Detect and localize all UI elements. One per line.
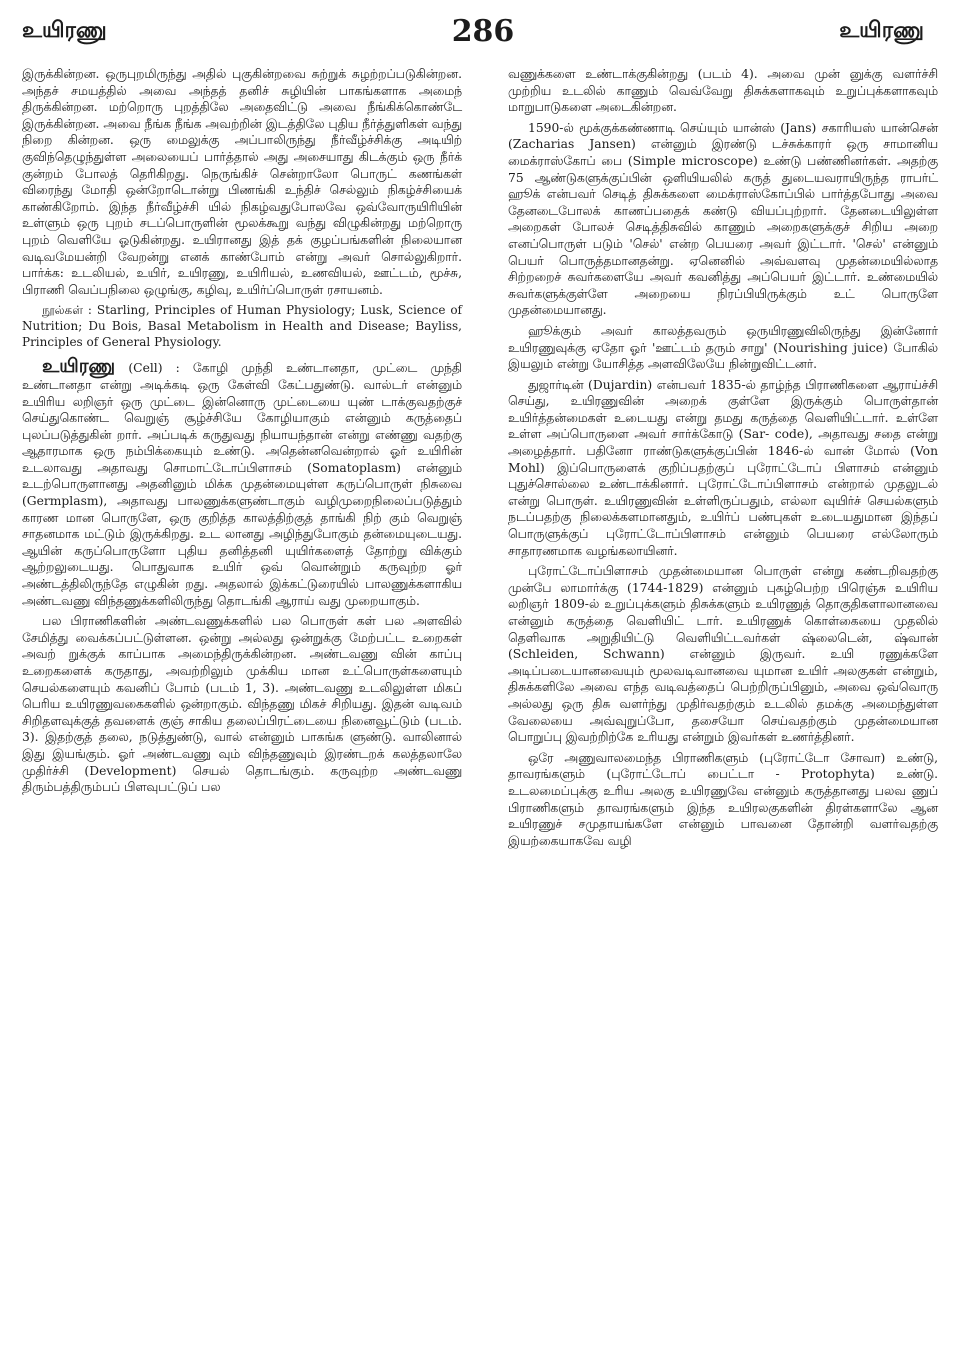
paragraph: ஒரே அணுவாலமைந்த பிராணிகளும் (புரோட்டோ சோவா) உண்டு, தாவரங்களும் (புரோட்டோப் பைட்டா - Protophyta) உண்டு. உடலமைப்புக்கு உரிய அலகு உயிரணுவே என்னும் கருத்தானது பலவ ணுப் பிராணிகளும் தாவரங்களும் இந்த உயிரலகுகளின் திரள்களாலே ஆன உயிரணுச் சமுதாயங்களே என்னும் பாவனை தோன்றி வளர்வதற்கு இயற்கையாகவே வழி — [508, 750, 938, 848]
page-number: 286 — [451, 14, 515, 49]
entry-paragraph — [22, 355, 462, 609]
paragraph: இருக்கின்றன. ஒருபுறமிருந்து அதில் புகுகின்றவை சுற்றுக் சுழற்றப்படுகின்றன. அந்தச் சமயத்தில் அவை அந்தத் தனிச் சுழியின் பாகங்களாக அமைந் திருக்கின்றன. மற்றொரு புறத்திலே அதைவிட்டு அவை நீங்கிக்கொண்டே இருக்கின்றன. அவை நீங்க நீங்க அவற்றின் இடத்திலே புதிய நீர்த்துளிகள் வந்து நிறை கின்றன. ஒரு மைலுக்கு அப்பாலிருந்து நீர்வீழ்ச்சிக்கு அடியிற் குவிந்தெழுந்துள்ள அலையைப் பார்த்தால் அது அசையாது கிடக்கும் ஒரு நீர்க் குன்றம் போலத் தெரிகிறது. நெருங்கிச் சென்றாலோ பொருட் கணங்கள் விரைந்து மோதி ஒன்றோடொன்று பிணங்கி உந்திச் செல்லும் நிகழ்ச்சியைக் காண்கிறோம். இந்த நீர்வீழ்ச்சி யில் நிகழ்வதுபோலவே ஒவ்வோருயிரியின் உள்ளும் ஒரு புறம் சடப்பொருளின் மூலக்கூறு வந்து விழுகின்றது மற்றொரு புறம் வெளியே ஓடுகின்றது. உயிரானது இத் தக் குழப்பங்களின் நிலையான வடிவமேயன்றி வேறன்று எனக் காண்போம் என்று அவர் சொல்லுகிறார். பார்க்க: உடலியல், உயிர், உயிரணு, உயிரியல், உணவியல், ஊட்டம், மூச்சு, பிராணி வெப்பநிலை ஒழுங்கு, கழிவு, உயிர்ப்பொருள் ரசாயனம். — [22, 67, 462, 297]
running-head-left: உயிரணு — [22, 18, 107, 43]
references: நூல்கள் : Starling, Principles of Human Physiology; Lusk, Science of Nutrition; Du Bois, Basal Metabolism in Health and Disease; Bayliss, Principles of General Physiology. — [22, 303, 462, 350]
entry-text: (Cell) : கோழி முந்தி உண்டானதா, முட்டை முந்தி உண்டானதா என்று அடிக்கடி ஒரு கேள்வி கேட்பதுண்டு. வால்டர் என்னும் உயிரிய லறிஞர் ஒரு முட்டை இன்னொரு முட்டையை யுண் டாக்குவதற்குச் செய்துகொண்ட வெறுஞ் சூழ்ச்சியே கோழியாகும் என்னும் கருத்தைப் புலப்படுத்துகின் றார். அப்படிக் கருதுவது நியாயந்தான் என்று எண்ணு வதற்கு ஆதாரமாக ஒரு நம்பிக்கையும் உண்டு. அதென்னவென்றால் ஓர் உயிரின் உடலாவது அதாவது சொமாட்டோப்பிளாசம் (Somatoplasm) என்னும் உடற்பொருளானது அதனினும் மிக்க முதன்மையுள்ள கருப்பொருள் நிசுவை (Germplasm), அதாவது பாலணுக்களுண்டாகும் வழிமுறைநிலைப்படுத்தும் காரண மான பொருளே, ஒரு குறித்த காலத்திற்குத் தாங்கி நிற் கும் வெறுஞ் சாதனமாக மட்டும் இருக்கிறது. உட லானது அழிந்துபோகும் தன்மையுடையது. ஆயின் கருப்பொருளோ புதிய தனித்தனி யுயிர்களைத் தோற்று விக்கும் ஆற்றலுடையது. பொதுவாக உயிர் ஒவ் வொன்றும் கருவுற்ற ஓர் அண்டத்திலிருந்தே எழுகின் றது. அதலால் இக்கட்டுரையில் பாலணுக்களாகிய அண்டவணு விந்தணுக்களிலிருந்து தொடங்கி ஆராய் வது முறையாகும். — [22, 361, 462, 608]
entry-title: உயிரணு — [42, 355, 116, 378]
left-column — [22, 66, 462, 800]
paragraph: புரோட்டோப்பிளாசம் முதன்மையான பொருள் என்று கண்டறிவதற்கு முன்பே லாமார்க்கு (1744-1829) என்னும் புகழ்பெற்ற பிரெஞ்சு உயிரிய லறிஞர் 1809-ல் உறுப்புக்களும் திசுக்களும் உயிரணுத் தொகுதிகளாலானவை என்னும் கருத்தை வெளியிட் டார். உயிரணுக் கொள்கையை முதலில் தெளிவாக அறுதியிட்டு வெளியிட்டவர்கள் ஷ்லைடென், ஷ்வான் (Schleiden, Schwann) என்னும் இருவர். உயி ரணுக்களே அடிப்படையானவையும் மூலவடிவானவை யுமான உயிர் அலகுகள் என்றும், திசுக்களிலே அவை எந்த வடிவத்தைப் பெற்றிருப்பினும், அவை ஒவ்வொரு அல்லது ஒரு திசு வளர்ந்து முதிர்வதற்கும் உடலில் தமக்கு அமைந்துள்ள வேலையை அவ்வுறுப்போ, தசையோ செய்வதற்கும் முதன்மையான பொறுப்பு இவற்றிற்கே உரியது என்றும் இவர்கள் உணர்த்தினர். — [508, 564, 938, 745]
paragraph: 1590-ல் மூக்குக்கண்ணாடி செய்யும் யான்ஸ் (Jans) சகாரியஸ் யான்சென் (Zacharias Jansen) என்னும் இரண்டு டச்சுக்காரர் ஒரு சாமானிய மைக்ராஸ்கோப் பை (Simple microscope) உண்டு பண்ணினர்கள். அதற்கு 75 ஆண்டுகளுக்குப்பின் ஒளியியலில் கருத் துடையவராயிருந்த ராபர்ட் ஹூக் என்பவர் செடித் திசுக்களை மைக்ராஸ்கோப்பில் பார்த்தபோது அவை தேனடைபோலக் காணப்பதைக் கண்டு வியப்புற்றார். தேனடையிலுள்ள அறைகள் போலச் செடித்திசுவில் காணும் அறைகளுக்குச் சிறிய அறை எனப்பொருள் படும் 'செல்' என்ற பெயரை அவர் இட்டார். 'செல்' என்னும் பெயர் பொருத்தமானதன்று. ஏனெனில் அவ்வளவு முதன்மையில்லாத சிற்றறைச் சுவர்களையே அவர் கவனித்து அப்பெயர் இட்டார். உண்மையில் சுவர்களுக்குள்ளே அறையை நிரப்பியிருக்கும் உட் பொருளே முதன்மையானது. — [508, 120, 938, 318]
running-head-right: உயிரணு — [839, 18, 924, 43]
right-column — [508, 66, 938, 853]
paragraph: வணுக்களை உண்டாக்குகின்றது (படம் 4). அவை முன் னுக்கு வளர்ச்சி முற்றிய உடலில் காணும் வெவ்வேறு திசுக்களாகவும் உறுப்புக்களாகவும் மாறுபாடுகளை அடைகின்றன. — [508, 67, 938, 115]
paragraph: பல பிராணிகளின் அண்டவணுக்களில் பல பொருள் கள் பல அளவில் சேமித்து வைக்கப்பட்டுள்ளன. ஒன்று அல்லது ஒன்றுக்கு மேற்பட்ட உறைகள் அவற் றுக்குக் காப்பாக அமைந்திருக்கின்றன. அண்டவணு வின் காப்பு உறைகளைக் கருதாது, அவற்றிலும் முக்கிய மான உட்பொருள்களையும் செயல்களையும் கவனிப் போம் (படம் 1, 3). அண்டவணு உடலிலுள்ள மிகப் பெரிய உயிரணுவகைகளில் ஒன்றாகும். விந்தணு மிகச் சிறியது. இதன் வடிவம் சிறிதளவுக்குத் தவளைக் குஞ் சாகிய தலைப்பிரட்டையை நினைவூட்டும் (படம். 3). இதற்குத் தலை, நடுத்துண்டு, வால் என்னும் பாகங்க ளுண்டு. வாலினால் இது இயங்கும். ஓர் அண்டவணு வும் விந்தணுவும் இரண்டறக் கலத்தலாலே முதிர்ச்சி (Development) செயல் தொடங்கும். கருவுற்ற அண்டவணு திரும்பத்திரும்பப் பிளவுபட்டுப் பல — [22, 614, 462, 795]
paragraph: துஜார்டின் (Dujardin) என்பவர் 1835-ல் தாழ்ந்த பிராணிகளை ஆராய்ச்சி செய்து, உயிரணுவின் அறைக் குள்ளே இருக்கும் பொருள்தான் உயிர்த்தன்மைகள் உடையது என்று தமது கருத்தை வெளியிட்டார். உள்ளே உள்ள அப்பொருளை அவர் சார்க்கோடு (Sar- code), அதாவது சதை என்று அழைத்தார். பதினோ ராண்டுகளுக்குப்பின் 1846-ல் வான் மோல் (Von Mohl) இப்பொருளைக் குறிப்பதற்குப் புரோட்டோப் பிளாசம் என்னும் புதுச்சொல்லை உண்டாக்கினார். புரோட்டோப்பிளாசம் என்றால் முதலுடல் என்று பொருள். உயிரணுவின் உள்ளிருப்பதும், எல்லா வுயிர்ச் செயல்களும் நடப்பதற்கு நிலைக்களமானதும், உயிர்ப் பண்புகள் உடையதுமான இந்தப் பொருளுக்குப் புரோட்டோப்பிளாசம் என்னும் பெயரை எல்லோரும் சாதாரணமாக வழங்கலாயினர். — [508, 377, 938, 558]
paragraph: ஹூக்கும் அவர் காலத்தவரும் ஒருயிரணுவிலிருந்து இன்னோர் உயிரணுவுக்கு ஏதோ ஓர் 'ஊட்டம் தரும் சாறு' (Nourishing juice) போகில் இயலும் என்று யோசித்த அளவிலேயே நின்றுவிட்டனர். — [508, 323, 938, 372]
